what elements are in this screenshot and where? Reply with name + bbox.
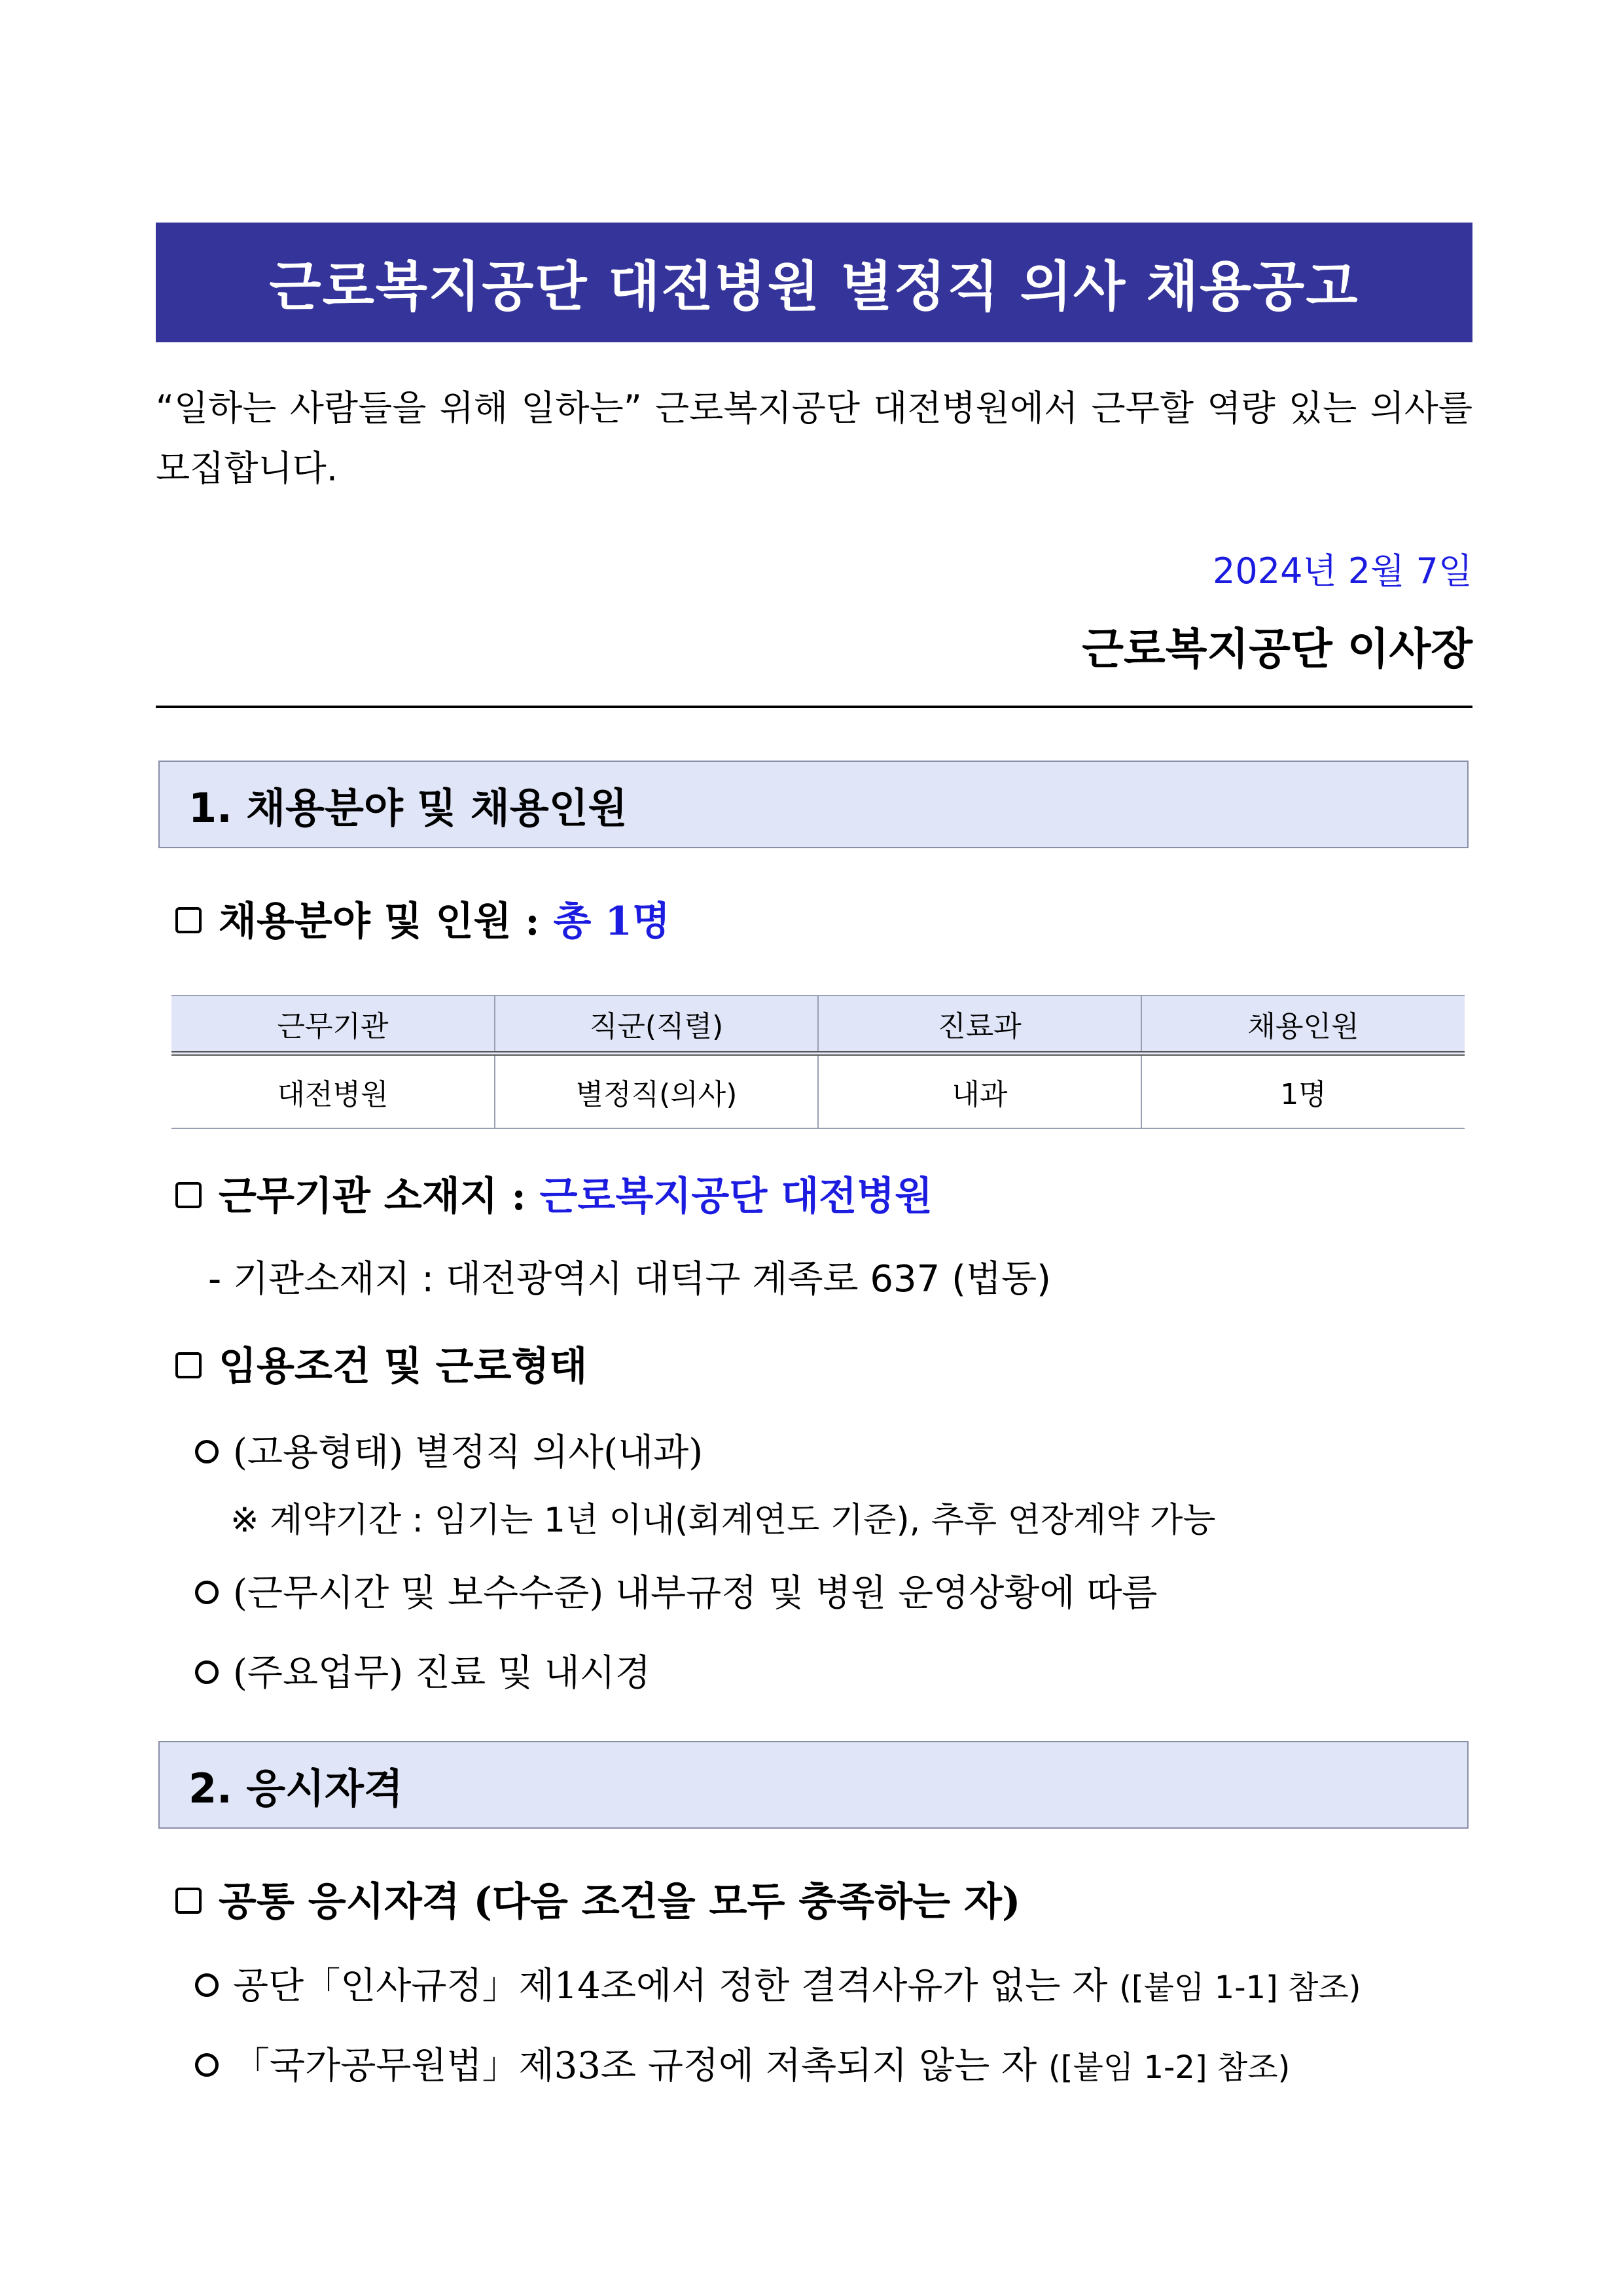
recruit-value: 총 1명 (553, 899, 670, 944)
qualification-item-2 (195, 2037, 1290, 2089)
address-line: - 기관소재지 : 대전광역시 대덕구 계족로 637 (법동) (208, 1258, 1051, 1300)
recruit-label: 채용분야 및 인원 : (219, 899, 554, 944)
signer: 근로복지공단 이사장 (1082, 624, 1472, 674)
section-heading-2 (158, 1741, 1469, 1829)
divider (156, 706, 1472, 708)
contract-note: ※ 계약기간 : 임기는 1년 이내(회계연도 기준), 추후 연장계약 가능 (230, 1501, 1216, 1540)
employment-type-text: (고용형태) 별정직 의사(내과) (233, 1431, 704, 1474)
table-cell: 대전병원 (171, 1054, 495, 1129)
recruit-table (171, 995, 1465, 1129)
checkbox-square-icon (175, 1888, 202, 1914)
page-title: 근로복지공단 대전병원 별정직 의사 채용공고 (269, 256, 1359, 318)
duties-line (195, 1644, 651, 1696)
conditions-heading (175, 1335, 587, 1391)
table-header: 직군(직렬) (495, 996, 818, 1054)
table-header: 채용인원 (1141, 996, 1465, 1054)
circle-bullet-icon (195, 1660, 219, 1684)
checkbox-square-icon (175, 907, 202, 933)
hours-pay-text: (근무시간 및 보수수준) 내부규정 및 병원 운영상황에 따름 (233, 1572, 1158, 1615)
location-line (175, 1165, 933, 1221)
table-header: 진료과 (818, 996, 1141, 1054)
common-qualification-label: 공통 응시자격 (다음 조건을 모두 충족하는 자) (219, 1879, 1021, 1925)
employment-type-line (195, 1424, 703, 1476)
announcement-date: 2024년 2월 7일 (1213, 550, 1472, 592)
circle-bullet-icon (195, 1973, 219, 1997)
location-value: 근로복지공단 대전병원 (539, 1174, 933, 1219)
table-cell: 1명 (1141, 1054, 1465, 1129)
table-row (171, 1054, 1465, 1129)
table-cell: 별정직(의사) (495, 1054, 818, 1129)
table-header-row (171, 996, 1465, 1054)
qualification-item-1-ref: ([붙임 1-1] 참조) (1119, 1969, 1361, 2006)
intro-paragraph: “일하는 사람들을 위해 일하는” 근로복지공단 대전병원에서 근무할 역량 있는 의사를 모집합니다. (156, 387, 1472, 489)
conditions-label: 임용조건 및 근로형태 (219, 1344, 588, 1390)
circle-bullet-icon (195, 2053, 219, 2077)
section-heading-1 (158, 761, 1469, 848)
table-header: 근무기관 (171, 996, 495, 1054)
qualification-item-1-text: 공단「인사규정」제14조에서 정한 결격사유가 없는 자 (233, 1965, 1108, 2007)
qualification-item-2-text: 「국가공무원법」제33조 규정에 저촉되지 않는 자 (233, 2045, 1037, 2087)
hours-pay-line (195, 1564, 1158, 1617)
section-title: 1. 채용분야 및 채용인원 (188, 783, 628, 832)
circle-bullet-icon (195, 1440, 219, 1463)
qualification-item-1 (195, 1957, 1361, 2009)
section-title: 2. 응시자격 (188, 1764, 403, 1812)
circle-bullet-icon (195, 1581, 219, 1604)
title-banner (156, 223, 1472, 342)
checkbox-square-icon (175, 1352, 202, 1378)
qualification-item-2-ref: ([붙임 1-2] 참조) (1048, 2049, 1291, 2086)
recruit-count-line (175, 890, 670, 946)
common-qualification-heading (175, 1871, 1020, 1927)
location-label: 근무기관 소재지 : (219, 1174, 540, 1219)
table-cell: 내과 (818, 1054, 1141, 1129)
duties-text: (주요업무) 진료 및 내시경 (233, 1652, 651, 1695)
checkbox-square-icon (175, 1182, 202, 1208)
